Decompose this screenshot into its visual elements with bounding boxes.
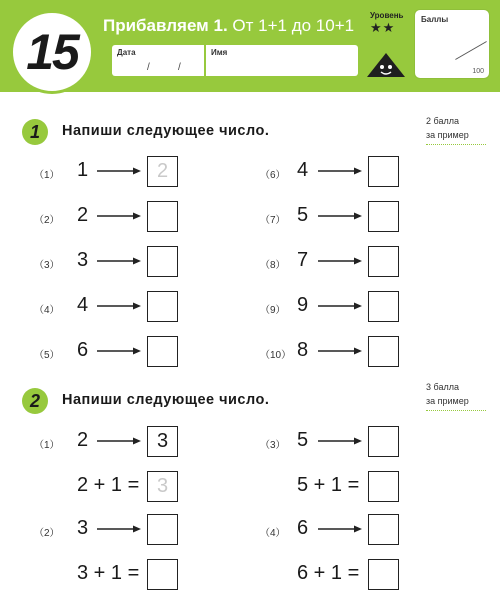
answer-box[interactable]: 2: [147, 156, 178, 187]
right-arrow-icon: [318, 256, 362, 266]
item-number: 1: [77, 159, 89, 181]
points-unit: за пример: [426, 130, 469, 140]
right-arrow-icon: [97, 256, 141, 266]
item-number: 4: [297, 159, 309, 181]
answer-box[interactable]: [147, 246, 178, 277]
right-arrow-icon: [318, 346, 362, 356]
section-1-number: 1: [29, 121, 40, 142]
equation-answer-box[interactable]: [368, 471, 399, 502]
level-label: Уровень: [370, 11, 404, 20]
date-label: Дата: [117, 48, 136, 57]
triangle-face-icon: [366, 52, 406, 78]
equation: 2 + 1 =: [77, 474, 140, 496]
score-box[interactable]: [414, 9, 490, 79]
answer-box[interactable]: [368, 426, 399, 457]
title-bold: Прибавляем 1.: [103, 16, 228, 35]
lesson-number-badge: [10, 10, 94, 94]
points-underline: [426, 408, 486, 411]
page-title: [103, 16, 354, 36]
section-1-badge: [22, 119, 48, 145]
item-label: （6）: [260, 170, 286, 181]
points-value: 3 балла: [426, 382, 459, 392]
item-number: 2: [77, 429, 89, 451]
equation: 5 + 1 =: [297, 474, 360, 496]
item-label: （10）: [260, 350, 292, 361]
section-2-number: 2: [29, 390, 40, 411]
right-arrow-icon: [97, 211, 141, 221]
section-2-points: [426, 380, 492, 411]
lesson-number: 15: [26, 24, 78, 80]
right-arrow-icon: [318, 436, 362, 446]
item-label: （1）: [34, 440, 60, 451]
answer-box[interactable]: 3: [147, 426, 178, 457]
answer-box[interactable]: [147, 201, 178, 232]
item-number: 4: [77, 294, 89, 316]
section-1-title: Напиши следующее число.: [62, 123, 270, 139]
item-label: （4）: [260, 528, 286, 539]
equation-answer-box[interactable]: [368, 559, 399, 590]
item-number: 7: [297, 249, 309, 271]
right-arrow-icon: [97, 346, 141, 356]
equation: 3 + 1 =: [77, 562, 140, 584]
score-divider: [455, 41, 487, 60]
equation-answer-box[interactable]: [147, 559, 178, 590]
answer-box[interactable]: [147, 291, 178, 322]
points-underline: [426, 142, 486, 145]
item-number: 5: [297, 204, 309, 226]
right-arrow-icon: [318, 301, 362, 311]
right-arrow-icon: [318, 211, 362, 221]
answer-box[interactable]: [368, 246, 399, 277]
right-arrow-icon: [318, 524, 362, 534]
right-arrow-icon: [97, 166, 141, 176]
right-arrow-icon: [318, 166, 362, 176]
name-field[interactable]: [206, 45, 358, 76]
right-arrow-icon: [97, 436, 141, 446]
points-value: 2 балла: [426, 116, 459, 126]
right-arrow-icon: [97, 524, 141, 534]
item-number: 2: [77, 204, 89, 226]
score-label: Баллы: [421, 15, 449, 24]
section-2-title: Напиши следующее число.: [62, 392, 270, 408]
item-number: 9: [297, 294, 309, 316]
header-bar: [0, 0, 500, 92]
item-label: （7）: [260, 215, 286, 226]
answer-box[interactable]: [147, 514, 178, 545]
item-number: 6: [297, 517, 309, 539]
item-number: 6: [77, 339, 89, 361]
date-separator: /: [147, 62, 150, 73]
score-max: 100: [472, 68, 484, 75]
answer-box[interactable]: [368, 336, 399, 367]
item-number: 8: [297, 339, 309, 361]
item-label: （9）: [260, 305, 286, 316]
star-icon: ★★: [370, 20, 396, 35]
item-number: 3: [77, 249, 89, 271]
item-number: 5: [297, 429, 309, 451]
item-label: （1）: [34, 170, 60, 181]
item-label: （8）: [260, 260, 286, 271]
section-1-points: [426, 114, 492, 145]
answer-box[interactable]: [368, 291, 399, 322]
section-2-badge: [22, 388, 48, 414]
item-label: （2）: [34, 215, 60, 226]
answer-box[interactable]: [368, 514, 399, 545]
equation: 6 + 1 =: [297, 562, 360, 584]
date-field[interactable]: [112, 45, 204, 76]
right-arrow-icon: [97, 301, 141, 311]
name-label: Имя: [211, 48, 228, 57]
item-label: （2）: [34, 528, 60, 539]
points-unit: за пример: [426, 396, 469, 406]
item-label: （3）: [260, 440, 286, 451]
item-label: （5）: [34, 350, 60, 361]
equation-answer-box[interactable]: 3: [147, 471, 178, 502]
item-number: 3: [77, 517, 89, 539]
answer-box[interactable]: [147, 336, 178, 367]
item-label: （4）: [34, 305, 60, 316]
date-separator: /: [178, 62, 181, 73]
item-label: （3）: [34, 260, 60, 271]
answer-box[interactable]: [368, 201, 399, 232]
answer-box[interactable]: [368, 156, 399, 187]
title-rest: От 1+1 до 10+1: [232, 16, 355, 35]
